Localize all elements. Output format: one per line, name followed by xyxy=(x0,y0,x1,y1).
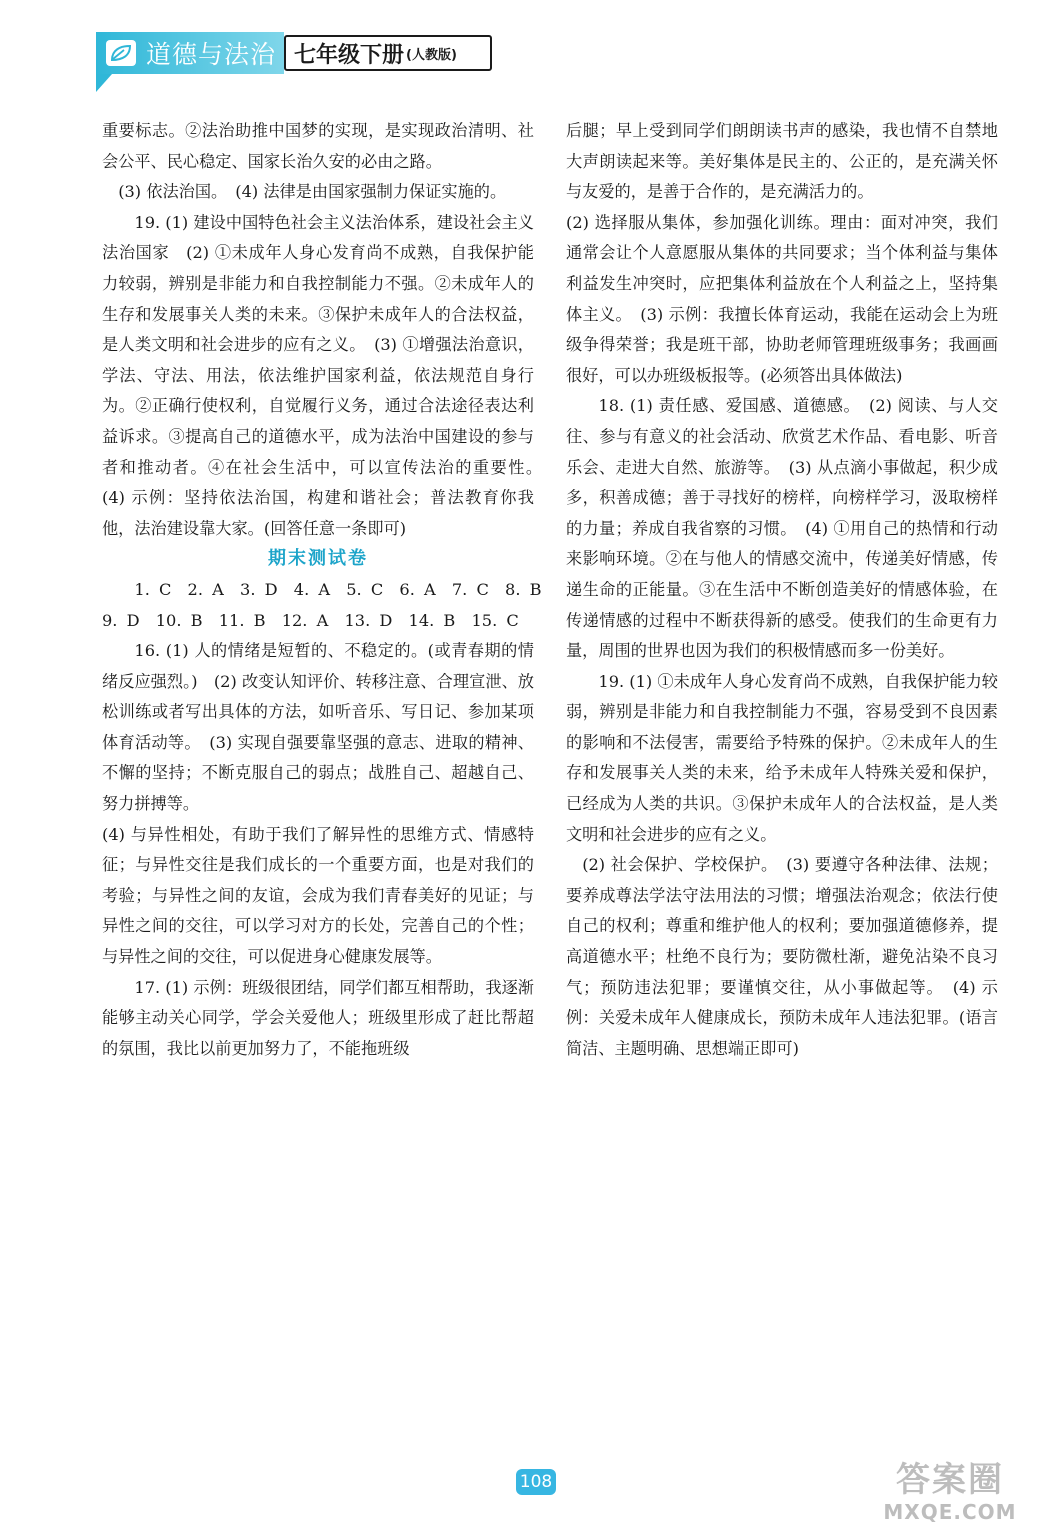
edition-label: (人教版) xyxy=(406,47,457,63)
answer-17-part2: (2) 选择服从集体，参加强化训练。理由：面对冲突，我们通常会让个人意愿服从集体的共同要求；当个体利益与集体利益发生冲突时，应把集体利益放在个人利益之上，坚持集体主义。 (3) 示例：我擅长体育运动，我能在运动会上为班级争得荣誉；我是班干部，协助老师管理班级事务；我画画很好，可以办班级板报等。(必须答出具体做法) xyxy=(566,212,998,385)
answer-18: 18. (1) 责任感、爱国感、道德感。 (2) 阅读、与人交往、参与有意义的社会活动、欣赏艺术作品、看电影、听音乐会、走进大自然、旅游等。 (3) 从点滴小事做起，积少成多，积善成德；善于寻找好的榜样，向榜样学习，汲取榜样的力量；养成自我省察的习惯。 (4) ①用自己的热情和行动来影响环境。②在与他人的情感交流中，传递美好情感，传递生命的正能量。③在生活中不断创造美好的情感体验，在传递情感的过程中不断获得新的感受。使我们的生命更有力量，周围的世界也因为我们的积极情感而多一份美好。 xyxy=(566,396,998,661)
section-title: 期末测试卷 xyxy=(268,548,368,570)
answer-17: 17. (1) 示例：班级很团结，同学们都互相帮助，我逐渐能够主动关心同学，学会关爱他人；班级里形成了赶比帮超的氛围，我比以前更加努力了，不能拖班级 xyxy=(102,977,534,1058)
answer-19: 19. (1) 建设中国特色社会主义法治体系，建设社会主义法治国家 (2) ①未成年人身心发育尚不成熟，自我保护能力较弱，辨别是非能力和自我控制能力不强。②未成年人的生存和发展事关人类的未来。③保护未成年人的合法权益，是人类文明和社会进步的应有之义。 (3) ①增强法治意识，学法、守法、用法，依法维护国家利益，依法规范自身行为。②正确行使权利，自觉履行义务，通过合法途径表达利益诉求。③提高自己的道德水平，成为法治中国建设的参与者和推动者。④在社会生活中，可以宣传法治的重要性。 (4) 示例：坚持依法治国，构建和谐社会；普法教育你我他，法治建设靠大家。(回答任意一条即可) xyxy=(102,212,551,538)
page-header xyxy=(96,32,496,74)
paragraph: (3) 依法治国。 (4) 法律是由国家强制力保证实施的。 xyxy=(118,182,507,202)
watermark xyxy=(870,1460,1030,1532)
banner-tail xyxy=(96,74,112,92)
answer-16: 16. (1) 人的情绪是短暂的、不稳定的。(或青春期的情绪反应强烈。) (2) 改变认知评价、转移注意、合理宣泄、放松训练或者写出具体的方法，如听音乐、写日记、参加某项体育活动等。 (3) 实现自强要靠坚强的意志、进取的精神、不懈的坚持；不断克服自己的弱点；战胜自己、超越自己、努力拼搏等。 xyxy=(102,641,534,814)
left-column xyxy=(102,116,551,1064)
right-column xyxy=(566,116,998,1064)
paragraph: 重要标志。②法治助推中国梦的实现，是实现政治清明、社会公平、民心稳定、国家长治久安的必由之路。 xyxy=(102,121,534,171)
page-number: 108 xyxy=(516,1469,556,1495)
multiple-choice-answers: 9. D 10. B 11. B 12. A 13. D 14. B 15. C xyxy=(102,610,519,630)
subject-banner xyxy=(96,32,284,74)
leaf-icon xyxy=(106,40,136,66)
answer-19: 19. (1) ①未成年人身心发育尚不成熟，自我保护能力较弱，辨别是非能力和自我控制能力不强，容易受到不良因素的影响和不法侵害，需要给予特殊的保护。②未成年人的生存和发展事关人类的未来，给予未成年人特殊关爱和保护，已经成为人类的共识。③保护未成年人的合法权益，是人类文明和社会进步的应有之义。 xyxy=(566,671,998,844)
answer-19-part2: (2) 社会保护、学校保护。 (3) 要遵守各种法律、法规；要养成尊法学法守法用法的习惯；增强法治观念；依法行使自己的权利；尊重和维护他人的权利；要加强道德修养，提高道德水平；杜绝不良行为；要防微杜渐，避免沾染不良习气；预防违法犯罪；要谨慎交往，从小事做起等。 (4) 示例：关爱未成年人健康成长，预防未成年人违法犯罪。(语言简洁、主题明确、思想端正即可) xyxy=(566,855,998,1058)
grade-title: 七年级下册 xyxy=(294,42,405,68)
paragraph: 后腿；早上受到同学们朗朗读书声的感染，我也情不自禁地大声朗读起来等。美好集体是民主的、公正的，是充满关怀与友爱的，是善于合作的，是充满活力的。 xyxy=(566,121,998,202)
multiple-choice-answers: 1. C 2. A 3. D 4. A 5. C 6. A 7. C 8. B xyxy=(134,579,542,599)
answer-16-part4: (4) 与异性相处，有助于我们了解异性的思维方式、情感特征；与异性交往是我们成长的一个重要方面，也是对我们的考验；与异性之间的友谊，会成为我们青春美好的见证；与异性之间的交往，可以学习对方的长处，完善自己的个性；与异性之间的交往，可以促进身心健康发展等。 xyxy=(102,824,534,967)
grade-label xyxy=(284,35,492,71)
subject-title: 道德与法治 xyxy=(146,40,277,69)
watermark-url: MXQE.COM xyxy=(883,1500,1017,1524)
watermark-logo: 答案圈 xyxy=(896,1460,1004,1500)
